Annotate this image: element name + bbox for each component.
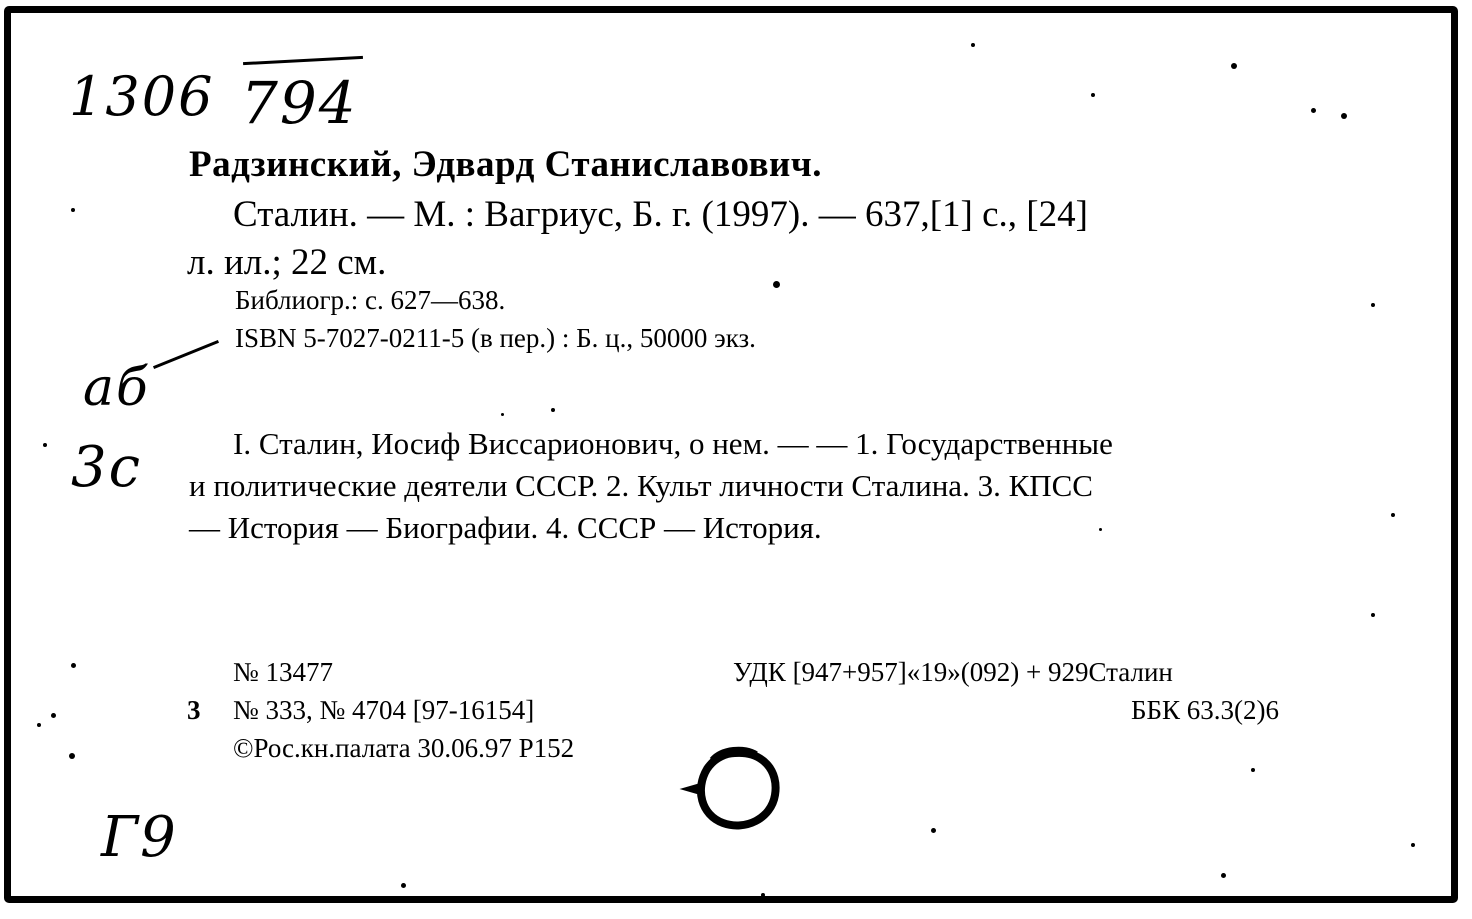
footer-number-2: № 333, № 4704 [97-16154] bbox=[233, 695, 535, 725]
subject-line-2: и политические деятели СССР. 2. Культ личности Сталина. 3. КПСС bbox=[189, 468, 1093, 503]
scan-speck bbox=[551, 408, 555, 412]
scan-speck bbox=[1371, 303, 1375, 307]
record-title-line-2: л. ил.; 22 см. bbox=[187, 242, 387, 283]
subject-line-3: — История — Биографии. 4. СССР — История. bbox=[189, 510, 822, 545]
scan-speck bbox=[71, 663, 76, 668]
scan-speck bbox=[1341, 113, 1347, 119]
footer-bbk: ББК 63.3(2)6 bbox=[1131, 695, 1279, 725]
footer-udk: УДК [947+957]«19»(092) + 929Сталин bbox=[733, 657, 1173, 687]
scan-speck bbox=[1371, 613, 1375, 617]
scan-speck bbox=[1099, 528, 1102, 531]
scan-speck bbox=[401, 883, 406, 888]
scan-speck bbox=[1411, 843, 1415, 847]
scan-speck bbox=[971, 43, 975, 47]
scan-speck bbox=[1221, 873, 1226, 878]
scan-speck bbox=[501, 413, 504, 416]
scan-speck bbox=[1091, 93, 1095, 97]
scan-speck bbox=[1231, 63, 1237, 69]
handwritten-annotation-g9: Г9 bbox=[101, 805, 178, 870]
handdrawn-circle-mark bbox=[675, 739, 795, 839]
catalog-card bbox=[4, 6, 1458, 903]
footer-copies: 3 bbox=[187, 695, 201, 725]
handwritten-shelf-mark: 1306 bbox=[69, 65, 215, 128]
handwritten-annotation-ab: аб bbox=[83, 358, 150, 418]
record-title-line-1: Сталин. — М. : Вагриус, Б. г. (1997). — 637,[1] с., [24] bbox=[233, 194, 1088, 235]
scan-speck bbox=[1251, 768, 1255, 772]
subject-line-1: I. Сталин, Иосиф Виссарионович, о нем. — — 1. Государственные bbox=[233, 426, 1113, 461]
scan-speck bbox=[69, 753, 75, 759]
scan-speck bbox=[773, 281, 780, 288]
scan-speck bbox=[931, 828, 936, 833]
scan-speck bbox=[43, 443, 47, 447]
footer-number-1: № 13477 bbox=[233, 657, 334, 687]
scan-speck bbox=[761, 893, 765, 897]
handwritten-annotation-3c: 3с bbox=[71, 435, 142, 500]
record-isbn: ISBN 5-7027-0211-5 (в пер.) : Б. ц., 50000 экз. bbox=[235, 323, 756, 353]
scan-speck bbox=[1311, 108, 1316, 113]
handwritten-stroke bbox=[153, 340, 219, 369]
handwritten-code: 794 bbox=[241, 69, 358, 137]
scan-speck bbox=[51, 713, 56, 718]
scan-speck bbox=[37, 723, 41, 727]
record-subjects bbox=[189, 423, 1113, 549]
scan-speck bbox=[71, 208, 75, 212]
record-author: Радзинский, Эдвард Станиславович. bbox=[189, 144, 822, 185]
footer-publisher-line: ©Рос.кн.палата 30.06.97 Р152 bbox=[233, 733, 575, 763]
record-bibliography: Библиогр.: с. 627—638. bbox=[235, 285, 506, 315]
scan-speck bbox=[1391, 513, 1395, 517]
handwritten-overline bbox=[243, 56, 363, 65]
